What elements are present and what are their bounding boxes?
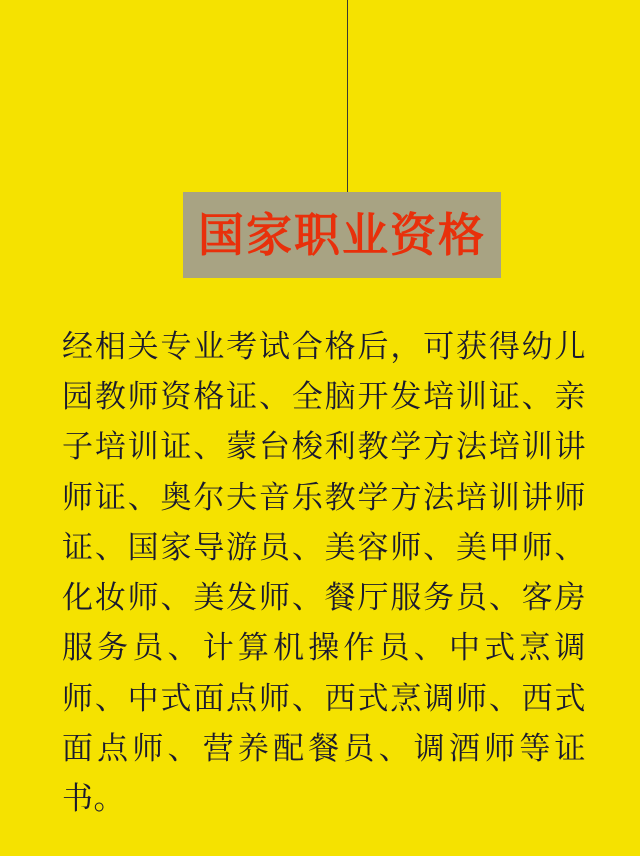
body-paragraph: 经相关专业考试合格后，可获得幼儿园教师资格证、全脑开发培训证、亲子培训证、蒙台梭利教学方法培训讲师证、奥尔夫音乐教学方法培训讲师证、国家导游员、美容师、美甲师、化妆师、美发师、餐厅服务员、客房服务员、计算机操作员、中式烹调师、中式面点师、西式烹调师、西式面点师、营养配餐员、调酒师等证书。 xyxy=(62,329,586,817)
page-title: 国家职业资格 xyxy=(198,208,486,262)
title-banner xyxy=(183,192,501,278)
vertical-rule-decoration xyxy=(347,0,348,196)
